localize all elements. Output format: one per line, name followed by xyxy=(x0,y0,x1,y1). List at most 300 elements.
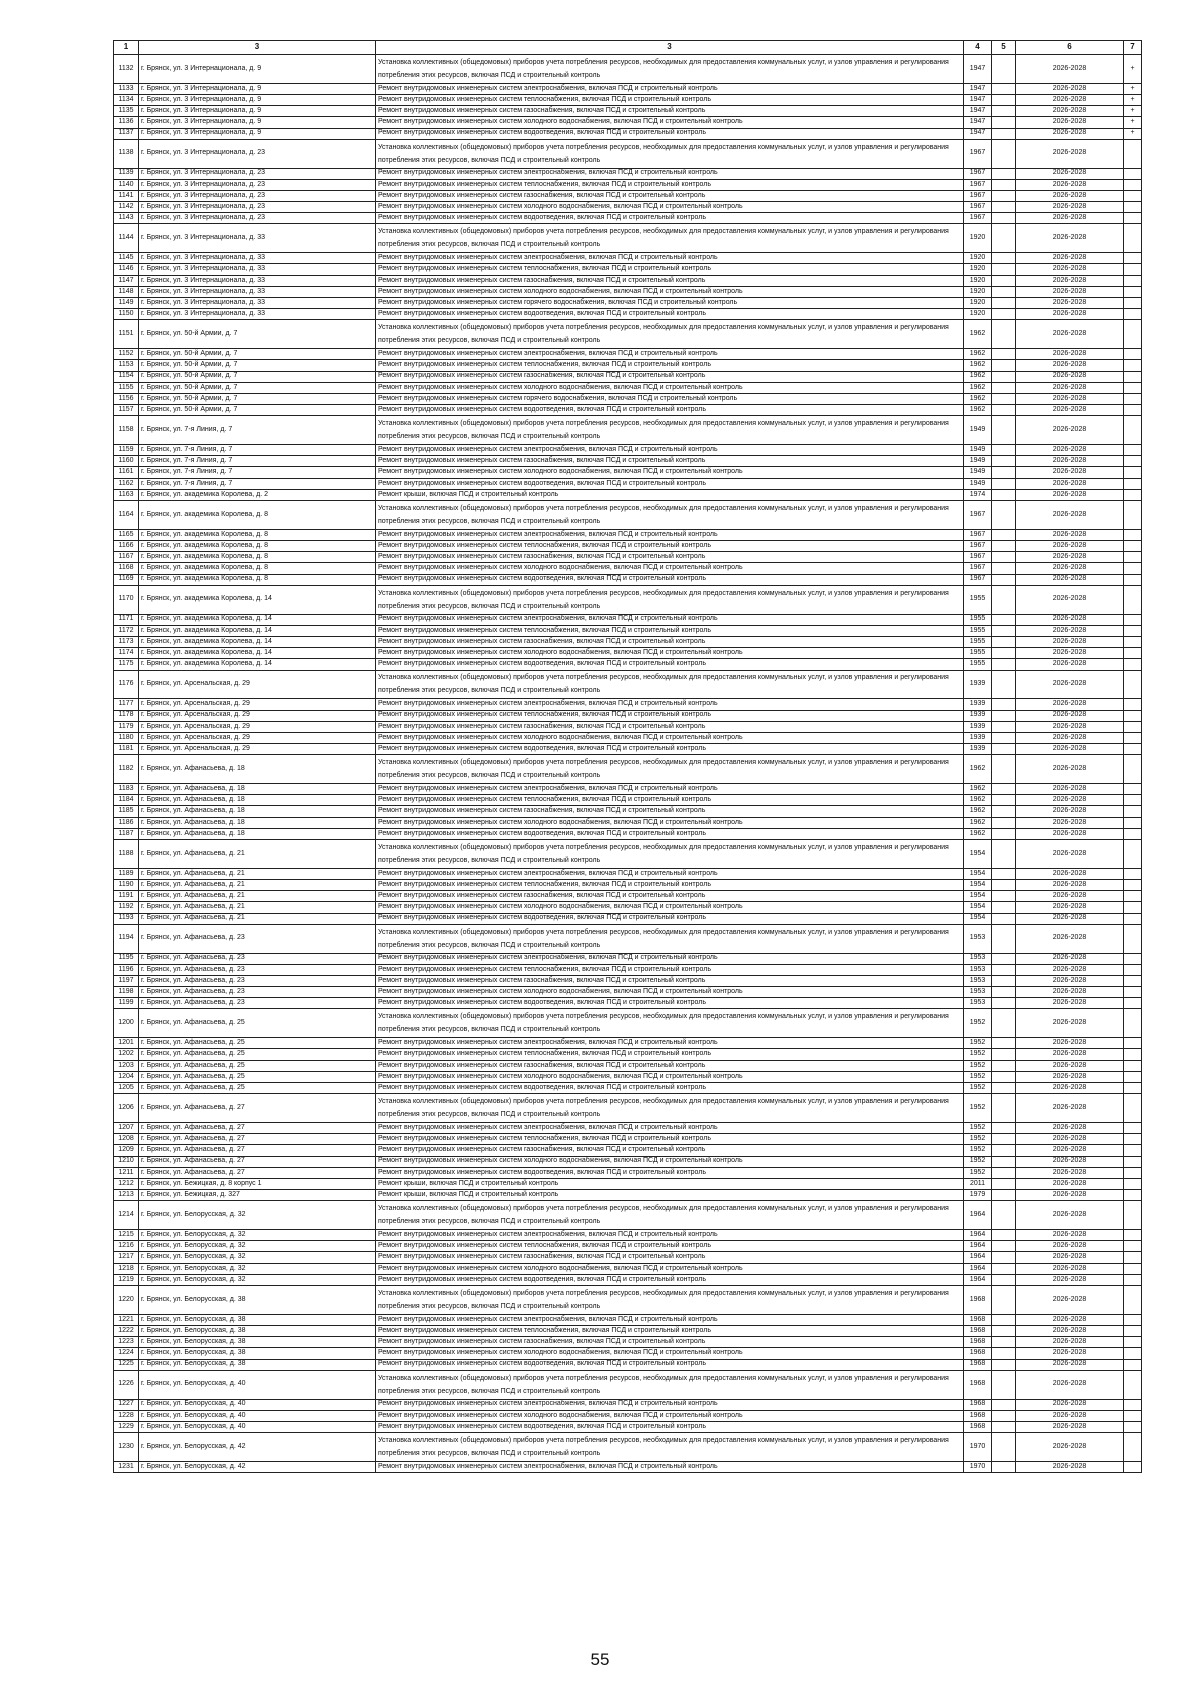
address-cell: г. Брянск, ул. академика Королева, д. 8 xyxy=(139,574,376,585)
address-cell: г. Брянск, ул. 50-й Армии, д. 7 xyxy=(139,405,376,416)
address-cell: г. Брянск, ул. Белорусская, д. 42 xyxy=(139,1433,376,1462)
work-type-cell: Установка коллективных (общедомовых) приборов учета потребления ресурсов, необходимых для предоставления коммунальных услуг, и узлов управления и регулирования потребления этих ресурсов, включая ПСД и строительный контроль xyxy=(376,320,964,349)
address-cell: г. Брянск, ул. Афанасьева, д. 23 xyxy=(139,924,376,953)
year-cell: 1939 xyxy=(964,710,992,721)
address-cell: г. Брянск, ул. академика Королева, д. 14 xyxy=(139,648,376,659)
empty-cell xyxy=(992,139,1016,168)
row-number: 1158 xyxy=(114,416,139,445)
mark-cell xyxy=(1124,744,1142,755)
work-type-cell: Ремонт внутридомовых инженерных систем водоотведения, включая ПСД и строительный контроль xyxy=(376,405,964,416)
table-row xyxy=(114,489,1142,500)
table-row xyxy=(114,349,1142,360)
mark-cell xyxy=(1124,670,1142,699)
table-row xyxy=(114,1410,1142,1421)
mark-cell: + xyxy=(1124,94,1142,105)
table-row xyxy=(114,806,1142,817)
mark-cell xyxy=(1124,1190,1142,1201)
table-row xyxy=(114,574,1142,585)
row-number: 1153 xyxy=(114,360,139,371)
year-cell: 1954 xyxy=(964,891,992,902)
period-cell: 2026-2028 xyxy=(1016,574,1124,585)
address-cell: г. Брянск, ул. 3 Интернационала, д. 9 xyxy=(139,83,376,94)
address-cell: г. Брянск, ул. Белорусская, д. 38 xyxy=(139,1337,376,1348)
row-number: 1185 xyxy=(114,806,139,817)
mark-cell xyxy=(1124,1071,1142,1082)
row-number: 1132 xyxy=(114,55,139,84)
row-number: 1168 xyxy=(114,563,139,574)
period-cell: 2026-2028 xyxy=(1016,1083,1124,1094)
period-cell: 2026-2028 xyxy=(1016,489,1124,500)
empty-cell xyxy=(992,552,1016,563)
period-cell: 2026-2028 xyxy=(1016,456,1124,467)
work-type-cell: Установка коллективных (общедомовых) приборов учета потребления ресурсов, необходимых для предоставления коммунальных услуг, и узлов управления и регулирования потребления этих ресурсов, включая ПСД и строительный контроль xyxy=(376,139,964,168)
period-cell: 2026-2028 xyxy=(1016,1049,1124,1060)
period-cell: 2026-2028 xyxy=(1016,924,1124,953)
work-type-cell: Установка коллективных (общедомовых) приборов учета потребления ресурсов, необходимых для предоставления коммунальных услуг, и узлов управления и регулирования потребления этих ресурсов, включая ПСД и строительный контроль xyxy=(376,1201,964,1230)
address-cell: г. Брянск, ул. Афанасьева, д. 18 xyxy=(139,806,376,817)
work-type-cell: Установка коллективных (общедомовых) приборов учета потребления ресурсов, необходимых для предоставления коммунальных услуг, и узлов управления и регулирования потребления этих ресурсов, включая ПСД и строительный контроль xyxy=(376,585,964,614)
row-number: 1148 xyxy=(114,286,139,297)
table-row xyxy=(114,1314,1142,1325)
row-number: 1214 xyxy=(114,1201,139,1230)
work-type-cell: Ремонт внутридомовых инженерных систем водоотведения, включая ПСД и строительный контроль xyxy=(376,478,964,489)
work-type-cell: Ремонт внутридомовых инженерных систем холодного водоснабжения, включая ПСД и строительный контроль xyxy=(376,563,964,574)
year-cell: 1968 xyxy=(964,1348,992,1359)
year-cell: 1920 xyxy=(964,275,992,286)
empty-cell xyxy=(992,1060,1016,1071)
table-row xyxy=(114,964,1142,975)
empty-cell xyxy=(992,879,1016,890)
empty-cell xyxy=(992,117,1016,128)
period-cell: 2026-2028 xyxy=(1016,563,1124,574)
table-row xyxy=(114,1370,1142,1399)
year-cell: 1967 xyxy=(964,168,992,179)
table-row xyxy=(114,179,1142,190)
column-header-1: 1 xyxy=(114,41,139,55)
address-cell: г. Брянск, ул. Белорусская, д. 38 xyxy=(139,1326,376,1337)
empty-cell xyxy=(992,721,1016,732)
period-cell: 2026-2028 xyxy=(1016,94,1124,105)
year-cell: 1962 xyxy=(964,382,992,393)
empty-cell xyxy=(992,179,1016,190)
period-cell: 2026-2028 xyxy=(1016,1038,1124,1049)
period-cell: 2026-2028 xyxy=(1016,179,1124,190)
row-number: 1224 xyxy=(114,1348,139,1359)
year-cell: 1970 xyxy=(964,1461,992,1472)
empty-cell xyxy=(992,1433,1016,1462)
year-cell: 1939 xyxy=(964,721,992,732)
mark-cell: + xyxy=(1124,117,1142,128)
empty-cell xyxy=(992,614,1016,625)
empty-cell xyxy=(992,891,1016,902)
year-cell: 1967 xyxy=(964,574,992,585)
row-number: 1139 xyxy=(114,168,139,179)
year-cell: 1947 xyxy=(964,55,992,84)
period-cell: 2026-2028 xyxy=(1016,839,1124,868)
period-cell: 2026-2028 xyxy=(1016,1190,1124,1201)
work-type-cell: Ремонт крыши, включая ПСД и строительный контроль xyxy=(376,489,964,500)
address-cell: г. Брянск, ул. Афанасьева, д. 18 xyxy=(139,795,376,806)
year-cell: 1920 xyxy=(964,309,992,320)
address-cell: г. Брянск, ул. 3 Интернационала, д. 23 xyxy=(139,213,376,224)
empty-cell xyxy=(992,1201,1016,1230)
table-row xyxy=(114,298,1142,309)
empty-cell xyxy=(992,298,1016,309)
period-cell: 2026-2028 xyxy=(1016,744,1124,755)
address-cell: г. Брянск, ул. 7-я Линия, д. 7 xyxy=(139,456,376,467)
period-cell: 2026-2028 xyxy=(1016,625,1124,636)
address-cell: г. Брянск, ул. академика Королева, д. 8 xyxy=(139,563,376,574)
table-row xyxy=(114,1178,1142,1189)
row-number: 1229 xyxy=(114,1421,139,1432)
empty-cell xyxy=(992,416,1016,445)
empty-cell xyxy=(992,924,1016,953)
work-type-cell: Ремонт внутридомовых инженерных систем газоснабжения, включая ПСД и строительный контроль xyxy=(376,1252,964,1263)
empty-cell xyxy=(992,1083,1016,1094)
address-cell: г. Брянск, ул. Арсенальская, д. 29 xyxy=(139,744,376,755)
year-cell: 1968 xyxy=(964,1286,992,1315)
work-type-cell: Ремонт внутридомовых инженерных систем водоотведения, включая ПСД и строительный контроль xyxy=(376,1359,964,1370)
row-number: 1169 xyxy=(114,574,139,585)
address-cell: г. Брянск, ул. 3 Интернационала, д. 9 xyxy=(139,55,376,84)
mark-cell xyxy=(1124,902,1142,913)
address-cell: г. Брянск, ул. Арсенальская, д. 29 xyxy=(139,699,376,710)
empty-cell xyxy=(992,168,1016,179)
year-cell: 1947 xyxy=(964,128,992,139)
address-cell: г. Брянск, ул. Афанасьева, д. 18 xyxy=(139,755,376,784)
address-cell: г. Брянск, ул. академика Королева, д. 8 xyxy=(139,529,376,540)
work-type-cell: Ремонт внутридомовых инженерных систем теплоснабжения, включая ПСД и строительный контроль xyxy=(376,1134,964,1145)
empty-cell xyxy=(992,202,1016,213)
work-type-cell: Ремонт внутридомовых инженерных систем электроснабжения, включая ПСД и строительный контроль xyxy=(376,445,964,456)
address-cell: г. Брянск, ул. Бежицкая, д. 327 xyxy=(139,1190,376,1201)
table-row xyxy=(114,320,1142,349)
table-row xyxy=(114,828,1142,839)
table-row xyxy=(114,360,1142,371)
mark-cell xyxy=(1124,1433,1142,1462)
year-cell: 1954 xyxy=(964,839,992,868)
address-cell: г. Брянск, ул. Белорусская, д. 40 xyxy=(139,1399,376,1410)
period-cell: 2026-2028 xyxy=(1016,891,1124,902)
work-type-cell: Установка коллективных (общедомовых) приборов учета потребления ресурсов, необходимых для предоставления коммунальных услуг, и узлов управления и регулирования потребления этих ресурсов, включая ПСД и строительный контроль xyxy=(376,670,964,699)
period-cell: 2026-2028 xyxy=(1016,755,1124,784)
address-cell: г. Брянск, ул. Афанасьева, д. 21 xyxy=(139,879,376,890)
row-number: 1181 xyxy=(114,744,139,755)
row-number: 1217 xyxy=(114,1252,139,1263)
work-type-cell: Ремонт внутридомовых инженерных систем теплоснабжения, включая ПСД и строительный контроль xyxy=(376,710,964,721)
address-cell: г. Брянск, ул. Афанасьева, д. 27 xyxy=(139,1094,376,1123)
year-cell: 1920 xyxy=(964,253,992,264)
address-cell: г. Брянск, ул. Белорусская, д. 32 xyxy=(139,1252,376,1263)
period-cell: 2026-2028 xyxy=(1016,371,1124,382)
address-cell: г. Брянск, ул. Белорусская, д. 32 xyxy=(139,1263,376,1274)
address-cell: г. Брянск, ул. 50-й Армии, д. 7 xyxy=(139,382,376,393)
empty-cell xyxy=(992,224,1016,253)
table-row xyxy=(114,699,1142,710)
period-cell: 2026-2028 xyxy=(1016,1314,1124,1325)
table-row xyxy=(114,710,1142,721)
table-row xyxy=(114,264,1142,275)
empty-cell xyxy=(992,253,1016,264)
year-cell: 1962 xyxy=(964,320,992,349)
mark-cell xyxy=(1124,648,1142,659)
period-cell: 2026-2028 xyxy=(1016,1286,1124,1315)
work-type-cell: Ремонт внутридомовых инженерных систем газоснабжения, включая ПСД и строительный контроль xyxy=(376,721,964,732)
work-type-cell: Ремонт внутридомовых инженерных систем холодного водоснабжения, включая ПСД и строительный контроль xyxy=(376,732,964,743)
period-cell: 2026-2028 xyxy=(1016,168,1124,179)
mark-cell xyxy=(1124,795,1142,806)
work-type-cell: Ремонт внутридомовых инженерных систем горячего водоснабжения, включая ПСД и строительный контроль xyxy=(376,298,964,309)
period-cell: 2026-2028 xyxy=(1016,541,1124,552)
work-type-cell: Ремонт внутридомовых инженерных систем теплоснабжения, включая ПСД и строительный контроль xyxy=(376,94,964,105)
period-cell: 2026-2028 xyxy=(1016,1241,1124,1252)
period-cell: 2026-2028 xyxy=(1016,648,1124,659)
row-number: 1215 xyxy=(114,1230,139,1241)
empty-cell xyxy=(992,1094,1016,1123)
empty-cell xyxy=(992,128,1016,139)
work-type-cell: Ремонт крыши, включая ПСД и строительный контроль xyxy=(376,1190,964,1201)
empty-cell xyxy=(992,1252,1016,1263)
year-cell: 1952 xyxy=(964,1122,992,1133)
table-row xyxy=(114,309,1142,320)
row-number: 1156 xyxy=(114,393,139,404)
period-cell: 2026-2028 xyxy=(1016,55,1124,84)
year-cell: 1964 xyxy=(964,1201,992,1230)
table-row xyxy=(114,382,1142,393)
year-cell: 1954 xyxy=(964,913,992,924)
address-cell: г. Брянск, ул. 3 Интернационала, д. 23 xyxy=(139,179,376,190)
address-cell: г. Брянск, ул. 7-я Линия, д. 7 xyxy=(139,445,376,456)
row-number: 1203 xyxy=(114,1060,139,1071)
empty-cell xyxy=(992,563,1016,574)
empty-cell xyxy=(992,1145,1016,1156)
empty-cell xyxy=(992,1421,1016,1432)
mark-cell xyxy=(1124,1274,1142,1285)
period-cell: 2026-2028 xyxy=(1016,868,1124,879)
address-cell: г. Брянск, ул. Афанасьева, д. 21 xyxy=(139,868,376,879)
work-type-cell: Ремонт внутридомовых инженерных систем электроснабжения, включая ПСД и строительный контроль xyxy=(376,1230,964,1241)
address-cell: г. Брянск, ул. Афанасьева, д. 21 xyxy=(139,913,376,924)
address-cell: г. Брянск, ул. 3 Интернационала, д. 33 xyxy=(139,286,376,297)
year-cell: 1962 xyxy=(964,795,992,806)
period-cell: 2026-2028 xyxy=(1016,445,1124,456)
empty-cell xyxy=(992,55,1016,84)
year-cell: 1967 xyxy=(964,179,992,190)
work-type-cell: Ремонт внутридомовых инженерных систем электроснабжения, включая ПСД и строительный контроль xyxy=(376,699,964,710)
mark-cell xyxy=(1124,1314,1142,1325)
mark-cell xyxy=(1124,721,1142,732)
work-type-cell: Ремонт внутридомовых инженерных систем водоотведения, включая ПСД и строительный контроль xyxy=(376,1083,964,1094)
year-cell: 1953 xyxy=(964,964,992,975)
address-cell: г. Брянск, ул. академика Королева, д. 8 xyxy=(139,541,376,552)
empty-cell xyxy=(992,953,1016,964)
table-row xyxy=(114,1337,1142,1348)
work-type-cell: Ремонт внутридомовых инженерных систем теплоснабжения, включая ПСД и строительный контроль xyxy=(376,179,964,190)
work-type-cell: Ремонт внутридомовых инженерных систем газоснабжения, включая ПСД и строительный контроль xyxy=(376,190,964,201)
year-cell: 1949 xyxy=(964,478,992,489)
address-cell: г. Брянск, ул. Афанасьева, д. 21 xyxy=(139,839,376,868)
work-type-cell: Установка коллективных (общедомовых) приборов учета потребления ресурсов, необходимых для предоставления коммунальных услуг, и узлов управления и регулирования потребления этих ресурсов, включая ПСД и строительный контроль xyxy=(376,1286,964,1315)
table-row xyxy=(114,83,1142,94)
row-number: 1179 xyxy=(114,721,139,732)
address-cell: г. Брянск, ул. Афанасьева, д. 27 xyxy=(139,1145,376,1156)
row-number: 1204 xyxy=(114,1071,139,1082)
empty-cell xyxy=(992,360,1016,371)
address-cell: г. Брянск, ул. Афанасьева, д. 23 xyxy=(139,964,376,975)
work-type-cell: Ремонт внутридомовых инженерных систем теплоснабжения, включая ПСД и строительный контроль xyxy=(376,264,964,275)
address-cell: г. Брянск, ул. академика Королева, д. 14 xyxy=(139,636,376,647)
mark-cell xyxy=(1124,478,1142,489)
work-type-cell: Ремонт внутридомовых инженерных систем холодного водоснабжения, включая ПСД и строительный контроль xyxy=(376,382,964,393)
row-number: 1184 xyxy=(114,795,139,806)
address-cell: г. Брянск, ул. 3 Интернационала, д. 33 xyxy=(139,298,376,309)
period-cell: 2026-2028 xyxy=(1016,478,1124,489)
period-cell: 2026-2028 xyxy=(1016,264,1124,275)
work-type-cell: Ремонт внутридомовых инженерных систем теплоснабжения, включая ПСД и строительный контроль xyxy=(376,1326,964,1337)
address-cell: г. Брянск, ул. 3 Интернационала, д. 33 xyxy=(139,253,376,264)
period-cell: 2026-2028 xyxy=(1016,585,1124,614)
work-type-cell: Установка коллективных (общедомовых) приборов учета потребления ресурсов, необходимых для предоставления коммунальных услуг, и узлов управления и регулирования потребления этих ресурсов, включая ПСД и строительный контроль xyxy=(376,1370,964,1399)
work-type-cell: Ремонт внутридомовых инженерных систем электроснабжения, включая ПСД и строительный контроль xyxy=(376,1399,964,1410)
mark-cell xyxy=(1124,1241,1142,1252)
mark-cell xyxy=(1124,953,1142,964)
table-row xyxy=(114,1252,1142,1263)
row-number: 1227 xyxy=(114,1399,139,1410)
row-number: 1230 xyxy=(114,1433,139,1462)
address-cell: г. Брянск, ул. Белорусская, д. 38 xyxy=(139,1314,376,1325)
header-row xyxy=(114,41,1142,55)
row-number: 1193 xyxy=(114,913,139,924)
row-number: 1186 xyxy=(114,817,139,828)
work-type-cell: Ремонт внутридомовых инженерных систем холодного водоснабжения, включая ПСД и строительный контроль xyxy=(376,202,964,213)
empty-cell xyxy=(992,393,1016,404)
mark-cell xyxy=(1124,264,1142,275)
table-row xyxy=(114,224,1142,253)
mark-cell xyxy=(1124,1370,1142,1399)
work-type-cell: Ремонт внутридомовых инженерных систем газоснабжения, включая ПСД и строительный контроль xyxy=(376,1337,964,1348)
address-cell: г. Брянск, ул. Белорусская, д. 32 xyxy=(139,1201,376,1230)
mark-cell xyxy=(1124,710,1142,721)
table-row xyxy=(114,1263,1142,1274)
row-number: 1225 xyxy=(114,1359,139,1370)
work-type-cell: Ремонт внутридомовых инженерных систем водоотведения, включая ПСД и строительный контроль xyxy=(376,1421,964,1432)
table-row xyxy=(114,1433,1142,1462)
work-type-cell: Ремонт внутридомовых инженерных систем водоотведения, включая ПСД и строительный контроль xyxy=(376,128,964,139)
empty-cell xyxy=(992,659,1016,670)
year-cell: 1947 xyxy=(964,106,992,117)
empty-cell xyxy=(992,106,1016,117)
row-number: 1201 xyxy=(114,1038,139,1049)
year-cell: 1953 xyxy=(964,975,992,986)
year-cell: 1967 xyxy=(964,139,992,168)
row-number: 1205 xyxy=(114,1083,139,1094)
work-type-cell: Ремонт внутридомовых инженерных систем холодного водоснабжения, включая ПСД и строительный контроль xyxy=(376,467,964,478)
address-cell: г. Брянск, ул. академика Королева, д. 14 xyxy=(139,659,376,670)
work-type-cell: Ремонт внутридомовых инженерных систем водоотведения, включая ПСД и строительный контроль xyxy=(376,998,964,1009)
row-number: 1194 xyxy=(114,924,139,953)
mark-cell xyxy=(1124,202,1142,213)
empty-cell xyxy=(992,382,1016,393)
period-cell: 2026-2028 xyxy=(1016,320,1124,349)
table-row xyxy=(114,1274,1142,1285)
year-cell: 1979 xyxy=(964,1190,992,1201)
empty-cell xyxy=(992,1178,1016,1189)
empty-cell xyxy=(992,784,1016,795)
table-row xyxy=(114,1286,1142,1315)
mark-cell xyxy=(1124,445,1142,456)
empty-cell xyxy=(992,868,1016,879)
mark-cell xyxy=(1124,139,1142,168)
row-number: 1231 xyxy=(114,1461,139,1472)
year-cell: 1952 xyxy=(964,1134,992,1145)
period-cell: 2026-2028 xyxy=(1016,309,1124,320)
mark-cell xyxy=(1124,817,1142,828)
work-type-cell: Ремонт внутридомовых инженерных систем электроснабжения, включая ПСД и строительный контроль xyxy=(376,953,964,964)
empty-cell xyxy=(992,975,1016,986)
row-number: 1163 xyxy=(114,489,139,500)
work-type-cell: Ремонт внутридомовых инженерных систем водоотведения, включая ПСД и строительный контроль xyxy=(376,1274,964,1285)
period-cell: 2026-2028 xyxy=(1016,298,1124,309)
period-cell: 2026-2028 xyxy=(1016,953,1124,964)
address-cell: г. Брянск, ул. Белорусская, д. 42 xyxy=(139,1461,376,1472)
period-cell: 2026-2028 xyxy=(1016,1337,1124,1348)
year-cell: 1949 xyxy=(964,456,992,467)
work-type-cell: Ремонт внутридомовых инженерных систем холодного водоснабжения, включая ПСД и строительный контроль xyxy=(376,1071,964,1082)
year-cell: 1953 xyxy=(964,953,992,964)
table-row xyxy=(114,106,1142,117)
row-number: 1142 xyxy=(114,202,139,213)
period-cell: 2026-2028 xyxy=(1016,83,1124,94)
work-type-cell: Ремонт внутридомовых инженерных систем электроснабжения, включая ПСД и строительный контроль xyxy=(376,1461,964,1472)
table-row xyxy=(114,1421,1142,1432)
address-cell: г. Брянск, ул. Афанасьева, д. 23 xyxy=(139,953,376,964)
row-number: 1228 xyxy=(114,1410,139,1421)
row-number: 1211 xyxy=(114,1167,139,1178)
empty-cell xyxy=(992,478,1016,489)
work-type-cell: Установка коллективных (общедомовых) приборов учета потребления ресурсов, необходимых для предоставления коммунальных услуг, и узлов управления и регулирования потребления этих ресурсов, включая ПСД и строительный контроль xyxy=(376,839,964,868)
work-type-cell: Ремонт внутридомовых инженерных систем электроснабжения, включая ПСД и строительный контроль xyxy=(376,614,964,625)
table-row xyxy=(114,1009,1142,1038)
row-number: 1154 xyxy=(114,371,139,382)
empty-cell xyxy=(992,625,1016,636)
year-cell: 1953 xyxy=(964,924,992,953)
address-cell: г. Брянск, ул. Афанасьева, д. 18 xyxy=(139,784,376,795)
mark-cell xyxy=(1124,213,1142,224)
row-number: 1150 xyxy=(114,309,139,320)
column-header-work: 3 xyxy=(376,41,964,55)
address-cell: г. Брянск, ул. Афанасьева, д. 18 xyxy=(139,817,376,828)
period-cell: 2026-2028 xyxy=(1016,1201,1124,1230)
work-type-cell: Ремонт внутридомовых инженерных систем газоснабжения, включая ПСД и строительный контроль xyxy=(376,371,964,382)
address-cell: г. Брянск, ул. Афанасьева, д. 21 xyxy=(139,902,376,913)
year-cell: 1952 xyxy=(964,1145,992,1156)
period-cell: 2026-2028 xyxy=(1016,670,1124,699)
empty-cell xyxy=(992,902,1016,913)
address-cell: г. Брянск, ул. 3 Интернационала, д. 33 xyxy=(139,224,376,253)
empty-cell xyxy=(992,913,1016,924)
table-row xyxy=(114,1359,1142,1370)
address-cell: г. Брянск, ул. 50-й Армии, д. 7 xyxy=(139,371,376,382)
mark-cell xyxy=(1124,1049,1142,1060)
address-cell: г. Брянск, ул. 3 Интернационала, д. 23 xyxy=(139,190,376,201)
mark-cell xyxy=(1124,636,1142,647)
work-type-cell: Ремонт внутридомовых инженерных систем электроснабжения, включая ПСД и строительный контроль xyxy=(376,784,964,795)
year-cell: 1952 xyxy=(964,1038,992,1049)
mark-cell xyxy=(1124,529,1142,540)
row-number: 1151 xyxy=(114,320,139,349)
table-row xyxy=(114,478,1142,489)
address-cell: г. Брянск, ул. Белорусская, д. 32 xyxy=(139,1241,376,1252)
